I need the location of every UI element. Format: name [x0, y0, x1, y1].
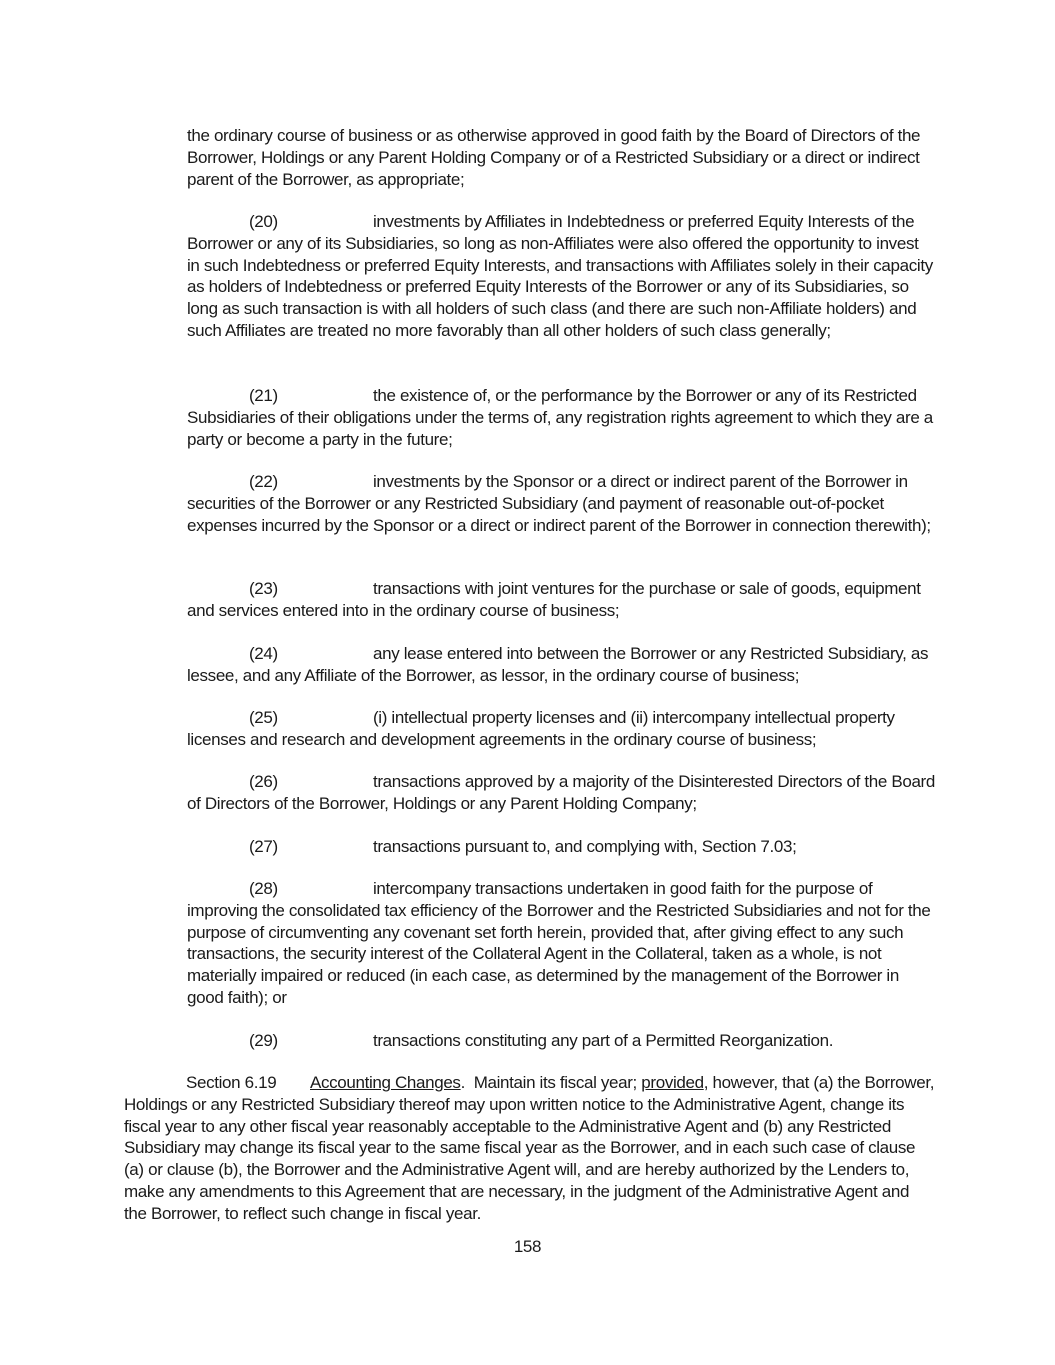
clause-text: intercompany transactions undertaken in good faith for the purpose of improving the consolidated tax efficiency of the Borrower and the Restricted Subsidiaries and not for the purpose of circumventing any covenant set forth herein, provided that, after giving effect to any such transactions, the security interest of the Collateral Agent in the Collateral, taken as a whole, is not materially impaired or reduced (in each case, as determined by the management of the Borrower in good faith); or	[187, 879, 931, 1007]
clause-25	[187, 707, 935, 751]
clause-26	[187, 771, 935, 815]
clause-text: investments by Affiliates in Indebtedness or preferred Equity Interests of the Borrower or any of its Subsidiaries, so long as non-Affiliates were also offered the opportunity to invest in such Indebtedness or preferred Equity Interests, and transactions with Affiliates solely in their capacity as holders of Indebtedness or preferred Equity Interests of the Borrower or any of its Subsidiaries, so long as such transaction is with all holders of such class (and there are such non-Affiliate holders) and such Affiliates are treated no more favorably than all other holders of such class generally;	[187, 212, 933, 340]
continuation-paragraph: the ordinary course of business or as otherwise approved in good faith by the Board of Directors of the Borrower, Holdings or any Parent Holding Company or of a Restricted Subsidiary or a direct or indirect parent of the Borrower, as appropriate;	[187, 126, 921, 189]
section-number: Section 6.19	[186, 1073, 277, 1092]
provided-term: provided	[641, 1073, 704, 1092]
clause-number: (26)	[249, 772, 278, 791]
section-heading: Accounting Changes	[310, 1073, 461, 1092]
clause-29	[187, 1030, 935, 1052]
page-number: 158	[513, 1237, 542, 1256]
clause-text: transactions with joint ventures for the purchase or sale of goods, equipment and services entered into in the ordinary course of business;	[187, 579, 921, 620]
clause-text: (i) intellectual property licenses and (ii) intercompany intellectual property licenses and research and development agreements in the ordinary course of business;	[187, 708, 895, 749]
clause-24	[187, 643, 935, 687]
clause-number: (25)	[249, 708, 278, 727]
clause-20	[187, 211, 935, 342]
clause-21	[187, 385, 935, 450]
clause-27	[187, 836, 935, 858]
clause-number: (29)	[249, 1031, 278, 1050]
clause-text: investments by the Sponsor or a direct or indirect parent of the Borrower in securities of the Borrower or any Restricted Subsidiary (and payment of reasonable out-of-pocket expenses incurred by the Sponsor or a direct or indirect parent of the Borrower in connection therewith);	[187, 472, 931, 535]
clause-number: (24)	[249, 644, 278, 663]
clause-number: (23)	[249, 579, 278, 598]
clause-text: transactions constituting any part of a Permitted Reorganization.	[373, 1031, 834, 1050]
clause-text: the existence of, or the performance by the Borrower or any of its Restricted Subsidiaries of their obligations under the terms of, any registration rights agreement to which they are a party or become a party in the future;	[187, 386, 933, 449]
clause-23	[187, 578, 935, 622]
section-text-before-provided: Maintain its fiscal year;	[473, 1073, 642, 1092]
section-6-19-paragraph	[124, 1072, 935, 1225]
clause-number: (22)	[249, 472, 278, 491]
section-text-after-provided: , however, that (a) the Borrower, Holdings or any Restricted Subsidiary thereof may upon written notice to the Administrative Agent, change its fiscal year to any other fiscal year reasonably acceptable to the Administrative Agent and (b) any Restricted Subsidiary may change its fiscal year to the same fiscal year as the Borrower, and in each such case of clause (a) or clause (b), the Borrower and the Administrative Agent will, and are hereby authorized by the Lenders to, make any amendments to this Agreement that are necessary, in the judgment of the Administrative Agent and the Borrower, to reflect such change in fiscal year.	[124, 1073, 935, 1223]
clause-28	[187, 878, 935, 1009]
clause-number: (27)	[249, 837, 278, 856]
section-heading-period: .	[460, 1073, 465, 1092]
clause-number: (28)	[249, 879, 278, 898]
clause-text: transactions approved by a majority of the Disinterested Directors of the Board of Directors of the Borrower, Holdings or any Parent Holding Company;	[187, 772, 935, 813]
clause-text: any lease entered into between the Borrower or any Restricted Subsidiary, as lessee, and any Affiliate of the Borrower, as lessor, in the ordinary course of business;	[187, 644, 929, 685]
clause-number: (21)	[249, 386, 278, 405]
clause-22	[187, 471, 935, 536]
clause-number: (20)	[249, 212, 278, 231]
clause-text: transactions pursuant to, and complying with, Section 7.03;	[373, 837, 797, 856]
